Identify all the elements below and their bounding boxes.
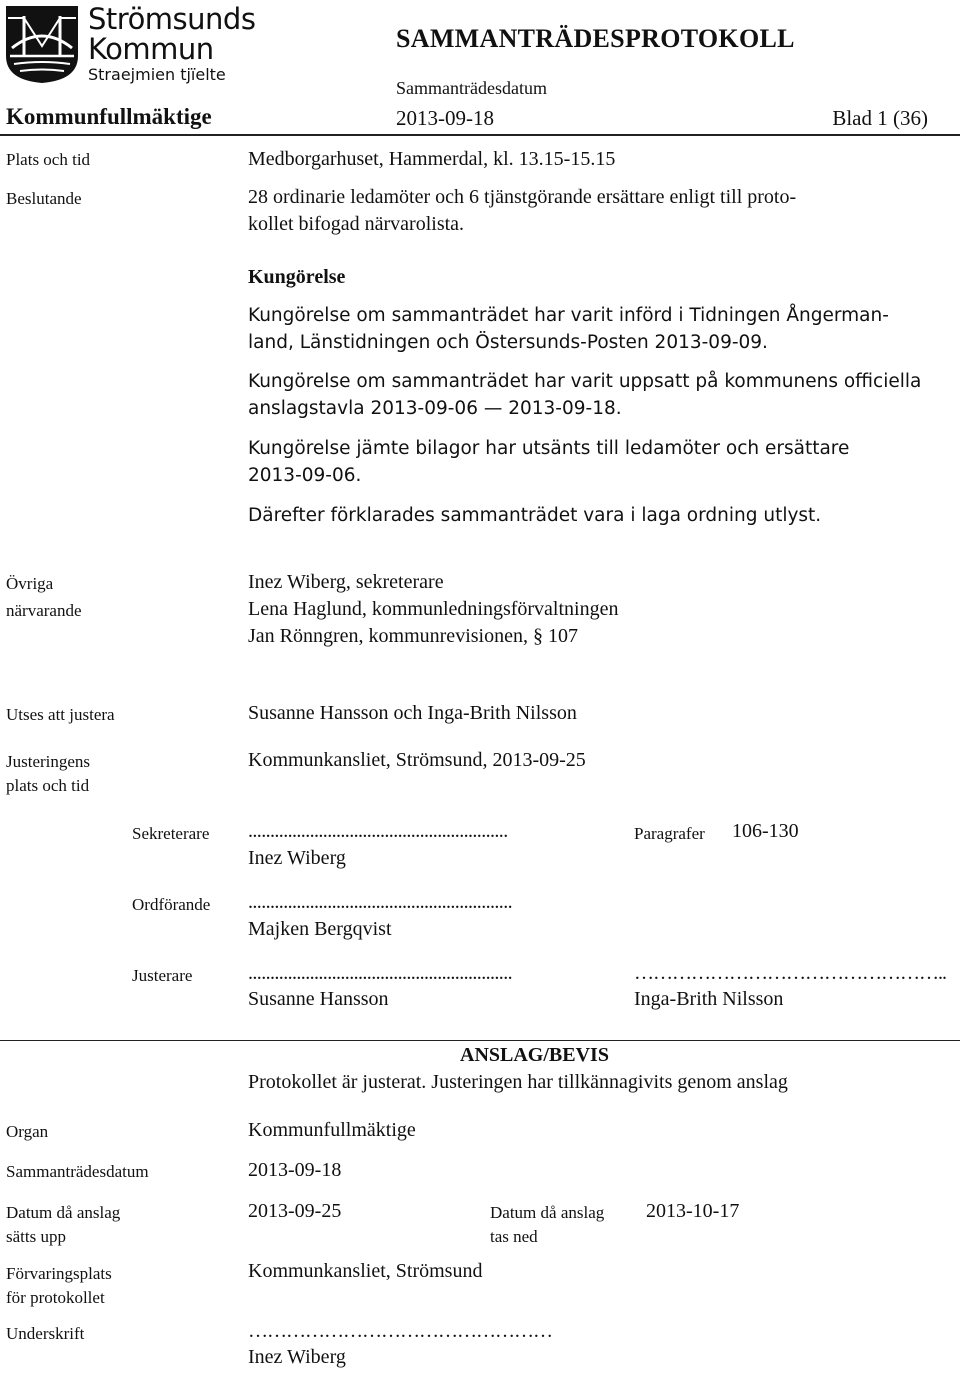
others-label-line2: närvarande: [6, 601, 82, 620]
signature-label: Underskrift: [6, 1324, 85, 1343]
adjuster1-signature-line: ............................................................: [248, 962, 513, 984]
chair-label: Ordförande: [132, 895, 211, 914]
secretary-label: Sekreterare: [132, 824, 210, 843]
announcement-p3-line1: Kungörelse jämte bilagor har utsänts till ledamöter och ersättare: [248, 438, 850, 459]
announcement-p1-line1: Kungörelse om sammanträdet har varit införd i Tidningen Ångerman-: [248, 305, 889, 326]
storage-value: Kommunkansliet, Strömsund: [248, 1260, 483, 1282]
announcement-p4: Därefter förklarades sammanträdet vara i laga ordning utlyst.: [248, 505, 822, 526]
notice-date-value: 2013-09-18: [248, 1159, 342, 1181]
announcement-p2-line1: Kungörelse om sammanträdet har varit uppsatt på kommunens officiella: [248, 371, 922, 392]
paragraphs-label: Paragrafer: [634, 824, 705, 843]
adjuster2-signature-line: …………………………………………..: [634, 962, 946, 984]
adjuster2-name: Inga-Brith Nilsson: [634, 988, 784, 1010]
others-label-line1: Övriga: [6, 574, 54, 593]
chair-signature-line: ............................................................: [248, 891, 513, 913]
logo-name-line2: Kommun: [88, 32, 214, 66]
removed-label-line1: Datum då anslag: [490, 1203, 605, 1222]
secretary-name: Inez Wiberg: [248, 847, 346, 869]
deciding-line2: kollet bifogad närvarolista.: [248, 213, 465, 235]
header-date-label: Sammanträdesdatum: [396, 78, 547, 98]
others-person: Lena Haglund, kommunledningsförvaltningen: [248, 598, 619, 620]
organ-label: Organ: [6, 1122, 49, 1141]
removed-value: 2013-10-17: [646, 1200, 740, 1222]
announcement-p1-line2: land, Länstidningen och Östersunds-Posten 2013-09-09.: [248, 332, 768, 353]
storage-label-line1: Förvaringsplats: [6, 1264, 112, 1283]
appointed-adjusters-value: Susanne Hansson och Inga-Brith Nilsson: [248, 702, 577, 724]
announcement-p2-line2: anslagstavla 2013-09-06 — 2013-09-18.: [248, 398, 622, 419]
notice-divider: [0, 1040, 960, 1041]
page-number: Blad 1 (36): [832, 106, 928, 130]
header-date: 2013-09-18: [396, 106, 494, 130]
adjust-place-label-line1: Justeringens: [6, 752, 91, 771]
bridge-emblem-icon: [4, 4, 80, 84]
removed-label-line2: tas ned: [490, 1227, 538, 1246]
announcement-heading: Kungörelse: [248, 266, 346, 288]
adjust-place-value: Kommunkansliet, Strömsund, 2013-09-25: [248, 749, 586, 771]
posted-value: 2013-09-25: [248, 1200, 342, 1222]
header-divider: [0, 134, 960, 136]
signature-name: Inez Wiberg: [248, 1346, 346, 1368]
logo-name-line3: Straejmien tjïelte: [88, 65, 226, 84]
notice-text: Protokollet är justerat. Justeringen har tillkännagivits genom anslag: [248, 1071, 788, 1093]
deciding-label: Beslutande: [6, 189, 82, 208]
others-person: Inez Wiberg, sekreterare: [248, 571, 444, 593]
others-person: Jan Rönngren, kommunrevisionen, § 107: [248, 625, 578, 647]
chair-name: Majken Bergqvist: [248, 918, 392, 940]
adjuster1-name: Susanne Hansson: [248, 988, 389, 1010]
storage-label-line2: för protokollet: [6, 1288, 105, 1307]
paragraphs-value: 106-130: [732, 820, 799, 842]
place-value: Medborgarhuset, Hammerdal, kl. 13.15-15.15: [248, 148, 616, 170]
adjust-place-label-line2: plats och tid: [6, 776, 90, 795]
document-title: SAMMANTRÄDESPROTOKOLL: [396, 24, 795, 53]
municipality-logo: [4, 2, 256, 90]
signature-line: …………………………………………: [248, 1320, 552, 1342]
announcement-p3-line2: 2013-09-06.: [248, 465, 362, 486]
posted-label-line1: Datum då anslag: [6, 1203, 121, 1222]
organ-value: Kommunfullmäktige: [248, 1119, 416, 1141]
deciding-line1: 28 ordinarie ledamöter och 6 tjänstgörande ersättare enligt till proto-: [248, 186, 797, 208]
committee-name: Kommunfullmäktige: [6, 104, 212, 129]
appointed-adjusters-label: Utses att justera: [6, 705, 115, 724]
notice-heading: ANSLAG/BEVIS: [460, 1044, 609, 1066]
notice-date-label: Sammanträdesdatum: [6, 1162, 149, 1181]
logo-name-line1: Strömsunds: [88, 2, 256, 36]
posted-label-line2: sätts upp: [6, 1227, 66, 1246]
secretary-signature-line: ...........................................................: [248, 820, 508, 842]
adjuster-label: Justerare: [132, 966, 193, 985]
place-label: Plats och tid: [6, 150, 91, 169]
